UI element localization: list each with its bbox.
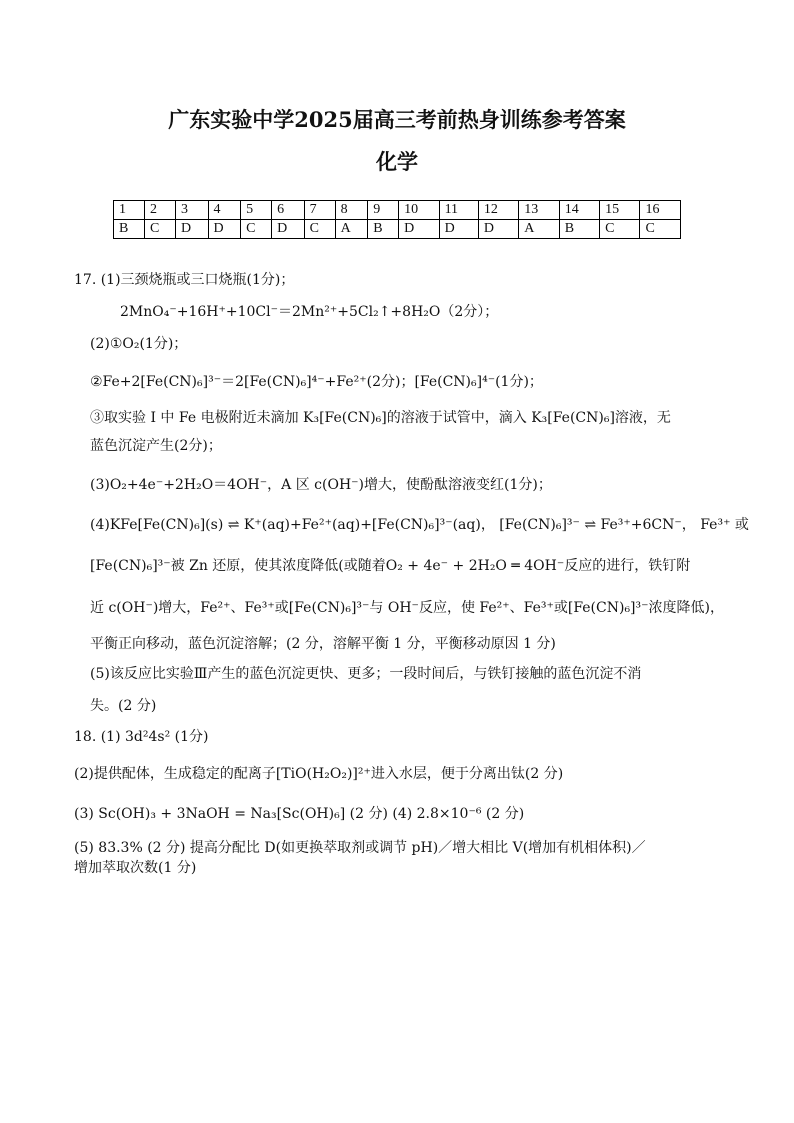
question-number-cell: 10 [399, 201, 439, 220]
q18-line-2: (2)提供配体，生成稳定的配离子[TiO(H₂O₂)]²⁺进入水层，便于分离出钛(2 分) [74, 766, 564, 782]
q17-line-4: ②Fe+2[Fe(CN)₆]³⁻＝2[Fe(CN)₆]⁴⁻+Fe²⁺(2分)；[Fe(CN)₆]⁴⁻(1分)； [90, 374, 543, 390]
answer-cell: C [304, 220, 335, 239]
question-number-cell: 9 [368, 201, 399, 220]
answer-table-answer-row [114, 220, 681, 239]
q17-line-5: ③取实验 I 中 Fe 电极附近未滴加 K₃[Fe(CN)₆]的溶液于试管中，滴入 K₃[Fe(CN)₆]溶液，无 [90, 410, 671, 426]
question-number-cell: 14 [559, 201, 599, 220]
question-number-cell: 16 [640, 201, 681, 220]
answer-table-number-row [114, 201, 681, 220]
q18-line-4: (5) 83.3% (2 分) 提高分配比 D(如更换萃取剂或调节 pH)／增大相比 V(增加有机相体积)／ [74, 840, 646, 856]
answer-cell: D [175, 220, 208, 239]
q17-line-1: 17. (1)三颈烧瓶或三口烧瓶(1分)； [74, 272, 295, 288]
q17-line-12: (5)该反应比实验Ⅲ产生的蓝色沉淀更快、更多；一段时间后，与铁钉接触的蓝色沉淀不消 [90, 666, 642, 682]
q17-line-11: 平衡正向移动，蓝色沉淀溶解；(2 分，溶解平衡 1 分，平衡移动原因 1 分) [90, 636, 556, 652]
q17-line-6: 蓝色沉淀产生(2分)； [90, 438, 222, 454]
q17-line-8: (4)KFe[Fe(CN)₆](s) ⇌ K⁺(aq)+Fe²⁺(aq)+[Fe(CN)₆]³⁻(aq)， [Fe(CN)₆]³⁻ ⇌ Fe³⁺+6CN⁻， Fe³⁺ 或 [90, 517, 749, 533]
q18-line-1: 18. (1) 3d²4s² (1分) [74, 729, 209, 745]
answer-cell: D [272, 220, 305, 239]
question-number-cell: 2 [144, 201, 175, 220]
q17-line-13: 失。(2 分) [90, 698, 157, 714]
q17-line-9: [Fe(CN)₆]³⁻被 Zn 还原，使其浓度降低(或随着O₂ + 4e⁻ + 2H₂O ═ 4OH⁻反应的进行，铁钉附 [90, 558, 691, 574]
answer-cell: D [399, 220, 439, 239]
answer-cell: A [519, 220, 559, 239]
q18-line-3: (3) Sc(OH)₃ + 3NaOH = Na₃[Sc(OH)₆] (2 分) (4) 2.8×10⁻⁶ (2 分) [74, 806, 525, 822]
question-number-cell: 5 [241, 201, 272, 220]
q17-line-10: 近 c(OH⁻)增大，Fe²⁺、Fe³⁺或[Fe(CN)₆]³⁻与 OH⁻反应，使 Fe²⁺、Fe³⁺或[Fe(CN)₆]³⁻浓度降低)， [90, 600, 724, 616]
answer-table [113, 200, 681, 239]
question-number-cell: 7 [304, 201, 335, 220]
q18-line-5: 增加萃取次数(1 分) [74, 860, 197, 876]
question-number-cell: 4 [208, 201, 241, 220]
answer-cell: C [640, 220, 681, 239]
answer-cell: D [208, 220, 241, 239]
question-number-cell: 6 [272, 201, 305, 220]
q17-line-7: (3)O₂+4e⁻+2H₂O＝4OH⁻，A 区 c(OH⁻)增大，使酚酞溶液变红(1分)； [90, 477, 552, 493]
answer-cell: C [241, 220, 272, 239]
document-title: 广东实验中学2025届高三考前热身训练参考答案 [168, 107, 626, 132]
question-number-cell: 8 [335, 201, 368, 220]
answer-cell: B [114, 220, 145, 239]
subject-title: 化学 [376, 149, 418, 174]
answer-cell: D [478, 220, 518, 239]
answer-cell: C [600, 220, 640, 239]
question-number-cell: 12 [478, 201, 518, 220]
q17-line-2: 2MnO₄⁻+16H⁺+10Cl⁻＝2Mn²⁺+5Cl₂↑+8H₂O（2分）； [120, 304, 499, 320]
question-number-cell: 15 [600, 201, 640, 220]
question-number-cell: 13 [519, 201, 559, 220]
answer-cell: B [559, 220, 599, 239]
question-number-cell: 1 [114, 201, 145, 220]
answer-cell: A [335, 220, 368, 239]
question-number-cell: 3 [175, 201, 208, 220]
answer-cell: D [439, 220, 478, 239]
answer-cell: B [368, 220, 399, 239]
answer-cell: C [144, 220, 175, 239]
question-number-cell: 11 [439, 201, 478, 220]
q17-line-3: (2)①O₂(1分)； [90, 336, 188, 352]
